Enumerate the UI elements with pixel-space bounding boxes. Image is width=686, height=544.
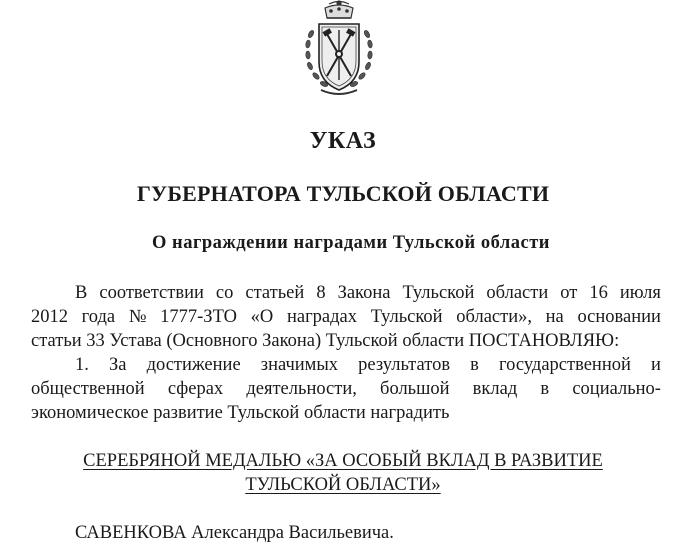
word: со (215, 283, 234, 303)
word: основании (577, 307, 661, 327)
word: В (75, 283, 88, 303)
word: 1777-ЗТО (160, 307, 237, 327)
paragraph-1-line-1 (75, 283, 661, 304)
award-name-line-2: ТУЛЬСКОЙ ОБЛАСТИ» (245, 475, 441, 495)
document-type-title: УКАЗ (309, 128, 377, 154)
word: вклад (472, 379, 518, 399)
word: 1. (75, 355, 89, 375)
word: года (81, 307, 116, 327)
word: 16 (589, 283, 608, 303)
paragraph-2-line-2 (31, 379, 661, 400)
word: соответствии (99, 283, 204, 303)
word: Закона (337, 283, 391, 303)
recipient-name: САВЕНКОВА Александра Васильевича. (75, 523, 394, 543)
decree-subject: О награждении наградами Тульской области (152, 233, 550, 253)
paragraph-2-line-3: экономическое развитие Тульской области наградить (31, 403, 450, 423)
word: общественной (31, 379, 145, 399)
award-name-line-1: СЕРЕБРЯНОЙ МЕДАЛЬЮ «ЗА ОСОБЫЙ ВКЛАД В РАЗВИТИЕ (83, 451, 603, 471)
paragraph-1-line-2 (31, 307, 661, 328)
word: на (545, 307, 564, 327)
word: результатов (358, 355, 451, 375)
word: Тульской (370, 307, 443, 327)
paragraph-2-line-1 (75, 355, 661, 376)
word: достижение (146, 355, 241, 375)
word: деятельности, (246, 379, 357, 399)
word: области (486, 283, 549, 303)
word: от (560, 283, 578, 303)
word: социально- (572, 379, 661, 399)
word: области», (456, 307, 532, 327)
word: наградах (286, 307, 358, 327)
coat-of-arms-icon (297, 0, 381, 100)
word: июля (619, 283, 661, 303)
word: сферах (167, 379, 224, 399)
word: большой (380, 379, 450, 399)
word: 8 (316, 283, 326, 303)
word: и (651, 355, 661, 375)
word: № (128, 307, 147, 327)
issuer-title: ГУБЕРНАТОРА ТУЛЬСКОЙ ОБЛАСТИ (136, 181, 550, 206)
word: «О (250, 307, 274, 327)
word: статьей (245, 283, 305, 303)
word: Тульской (402, 283, 475, 303)
word: 2012 (31, 307, 68, 327)
word: государственной (499, 355, 631, 375)
word: в (470, 355, 479, 375)
word: в (540, 379, 550, 399)
word: значимых (260, 355, 339, 375)
paragraph-1-line-3: статьи 33 Устава (Основного Закона) Тульской области ПОСТАНОВЛЯЮ: (31, 331, 620, 351)
word: За (108, 355, 127, 375)
